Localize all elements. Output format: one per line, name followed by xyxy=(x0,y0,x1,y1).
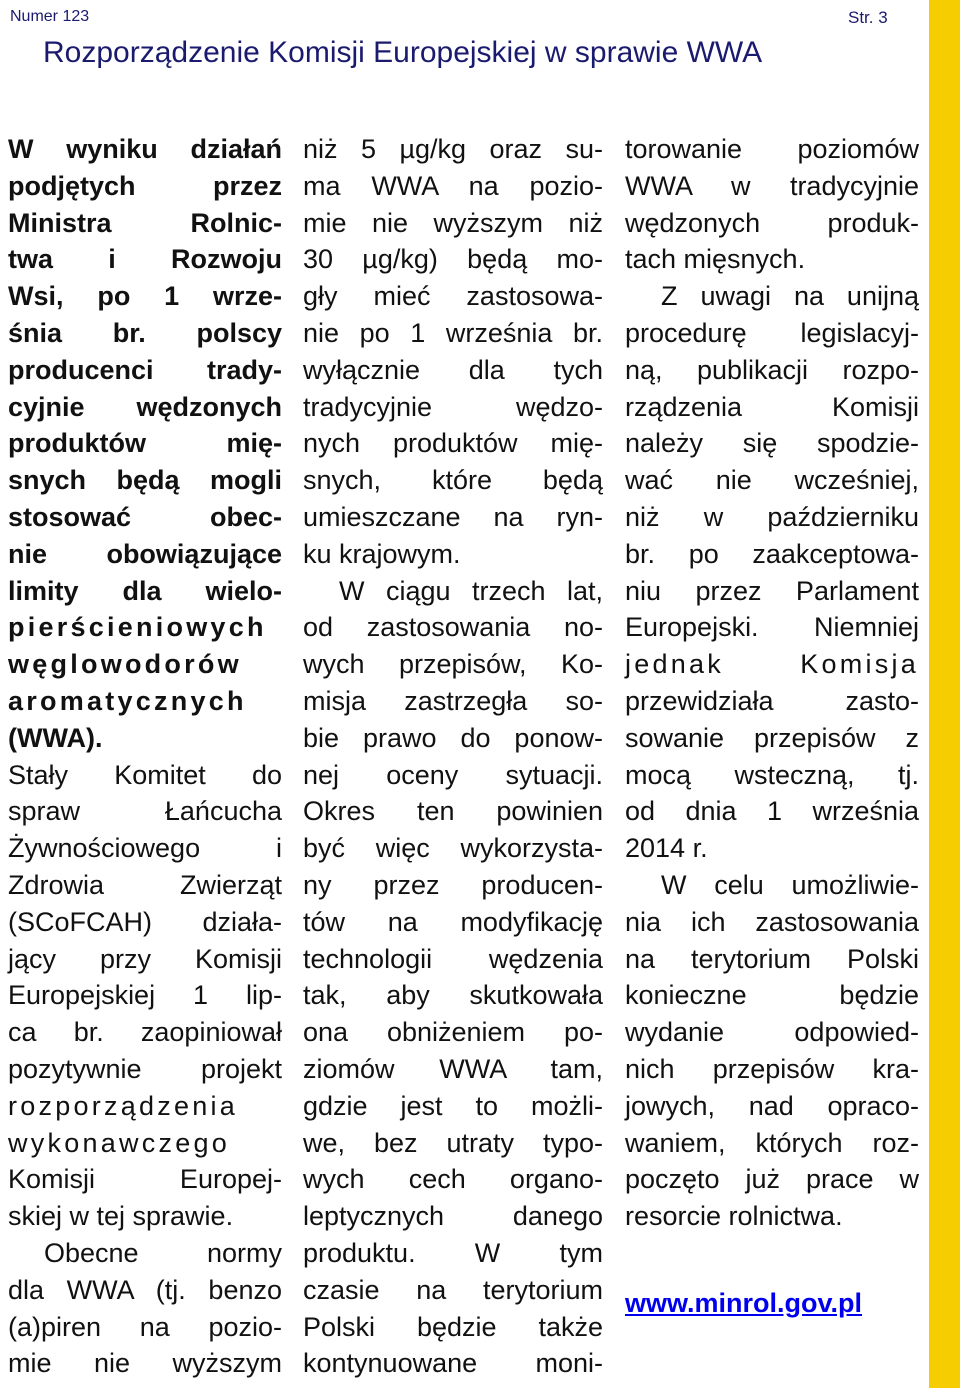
text-line: br. po zaakceptowa- xyxy=(625,538,919,569)
text-line: wać nie wcześniej, xyxy=(625,465,919,496)
text-line: konieczne będzie xyxy=(625,980,919,1011)
text-line: Wsi, po 1 wrze- xyxy=(8,281,282,312)
text-line: ca br. zaopiniował xyxy=(8,1017,282,1048)
text-line: przewidziała zasto- xyxy=(625,685,919,716)
text-column-2 xyxy=(303,131,603,1382)
text-line: niu przez Parlament xyxy=(625,575,919,606)
text-line: tach mięsnych. xyxy=(625,244,806,275)
text-line: ku krajowym. xyxy=(303,538,461,569)
text-line: W celu umożliwie- xyxy=(661,869,919,900)
text-line: czasie na terytorium xyxy=(303,1274,603,1305)
text-line: (a)piren na pozio- xyxy=(8,1311,282,1342)
text-line: mie nie wyższym xyxy=(8,1348,282,1379)
website-link[interactable]: www.minrol.gov.pl xyxy=(625,1287,863,1318)
text-line: leptycznych danego xyxy=(303,1201,603,1232)
text-line: gły mieć zastosowa- xyxy=(303,281,603,312)
text-line: Zdrowia Zwierząt xyxy=(8,869,282,900)
text-line: rządzenia Komisji xyxy=(625,391,919,422)
text-line: wyłącznie dla tych xyxy=(303,354,603,385)
text-line: jący przy Komisji xyxy=(8,943,282,974)
text-line: niż w październiku xyxy=(625,501,919,532)
text-line: snych będą mogli xyxy=(8,465,282,496)
text-line: we, bez utraty typo- xyxy=(303,1127,603,1158)
text-line: mie nie wyższym niż xyxy=(303,207,603,238)
text-line: nia ich zastosowania xyxy=(625,906,919,937)
text-line: aromatycznych xyxy=(8,685,247,716)
text-line: Europejski. Niemniej xyxy=(625,612,919,643)
text-line: stosować obec- xyxy=(8,501,282,532)
text-line: Ministra Rolnic- xyxy=(8,207,282,238)
text-line: produktu. W tym xyxy=(303,1237,603,1268)
text-line: wydanie odpowied- xyxy=(625,1017,919,1048)
text-line: niż 5 µg/kg oraz su- xyxy=(303,134,603,164)
text-line: jednak Komisja xyxy=(625,649,919,680)
text-line: ziomów WWA tam, xyxy=(303,1053,603,1084)
text-line: Europejskiej 1 lip- xyxy=(8,980,282,1011)
text-line: Stały Komitet do xyxy=(8,759,282,790)
issue-number: Numer 123 xyxy=(10,8,90,25)
text-line: bie prawo do ponow- xyxy=(303,722,603,753)
text-line: ona obniżeniem po- xyxy=(303,1017,603,1048)
text-column-1 xyxy=(8,131,282,1382)
text-line: misja zastrzegła so- xyxy=(303,685,603,716)
text-line: dla WWA (tj. benzo xyxy=(8,1274,282,1305)
text-line: 30 µg/kg) będą mo- xyxy=(303,244,603,275)
text-line: od dnia 1 września xyxy=(625,796,919,827)
text-line: gdzie jest to możli- xyxy=(303,1090,603,1121)
text-line: należy się spodzie- xyxy=(625,428,919,459)
text-line: wędzonych produk- xyxy=(625,207,919,238)
text-line: być więc wykorzysta- xyxy=(303,833,603,864)
text-line: Komisji Europej- xyxy=(8,1164,282,1195)
text-line: tów na modyfikację xyxy=(303,906,603,937)
text-line: od zastosowania no- xyxy=(303,612,603,643)
text-line: waniem, których roz- xyxy=(625,1127,919,1158)
yellow-side-bar xyxy=(929,0,960,1388)
text-line: pierścieniowych xyxy=(8,612,267,643)
text-line: cyjnie wędzonych xyxy=(8,391,282,422)
text-line: poczęto już prace w xyxy=(625,1164,919,1195)
text-line: rozporządzenia xyxy=(8,1090,238,1121)
text-line: nej oceny sytuacji. xyxy=(303,759,603,790)
text-line: Obecne normy xyxy=(44,1237,282,1268)
text-line: produktów mię- xyxy=(8,428,282,459)
text-line: WWA w tradycyjnie xyxy=(625,170,919,201)
text-line: wykonawczego xyxy=(8,1127,230,1158)
text-line: Z uwagi na unijną xyxy=(661,281,919,312)
text-line: nie po 1 września br. xyxy=(303,317,603,348)
text-line: W ciągu trzech lat, xyxy=(339,575,603,606)
text-line: kontynuowane moni- xyxy=(303,1348,603,1379)
text-line: Okres ten powinien xyxy=(303,796,603,827)
text-line: ną, publikacji rozpo- xyxy=(625,354,919,385)
text-line: podjętych przez xyxy=(8,170,282,201)
text-line: technologii wędzenia xyxy=(303,943,603,974)
text-column-3 xyxy=(625,131,919,1322)
page-title: Rozporządzenie Komisji Europejskiej w sprawie WWA xyxy=(43,36,763,69)
text-line: 2014 r. xyxy=(625,833,708,864)
text-line: W wyniku działań xyxy=(8,134,282,164)
text-line: na terytorium Polski xyxy=(625,943,919,974)
page-number: Str. 3 xyxy=(848,8,888,27)
text-line: (SCoFCAH) działa- xyxy=(8,906,282,937)
text-line: (WWA). xyxy=(8,722,103,753)
text-line: węglowodorów xyxy=(8,649,242,680)
text-line: tradycyjnie wędzo- xyxy=(303,391,603,422)
text-line: ny przez producen- xyxy=(303,869,603,900)
text-line: Żywnościowego i xyxy=(8,833,282,864)
text-line: resorcie rolnictwa. xyxy=(625,1201,843,1232)
text-line: mocą wsteczną, tj. xyxy=(625,759,919,790)
text-line: pozytywnie projekt xyxy=(8,1053,282,1084)
text-line: jowych, nad opraco- xyxy=(625,1090,919,1121)
text-line: producenci trady- xyxy=(8,354,282,385)
text-line: spraw Łańcucha xyxy=(8,796,282,827)
text-line: wych przepisów, Ko- xyxy=(303,649,603,680)
text-line: ma WWA na pozio- xyxy=(303,170,603,201)
text-line: nie obowiązujące xyxy=(8,538,282,569)
text-line: torowanie poziomów xyxy=(625,134,919,164)
text-line: umieszczane na ryn- xyxy=(303,501,603,532)
text-line: nych produktów mię- xyxy=(303,428,603,459)
text-line: snych, które będą xyxy=(303,465,603,496)
text-line: limity dla wielo- xyxy=(8,575,282,606)
text-line: procedurę legislacyj- xyxy=(625,317,919,348)
text-line: sowanie przepisów z xyxy=(625,722,919,753)
text-line: Polski będzie także xyxy=(303,1311,603,1342)
text-line: tak, aby skutkowała xyxy=(303,980,603,1011)
text-line: nich przepisów kra- xyxy=(625,1053,919,1084)
text-line: twa i Rozwoju xyxy=(8,244,282,275)
text-line: śnia br. polscy xyxy=(8,317,282,348)
text-line: skiej w tej sprawie. xyxy=(8,1201,234,1232)
text-line: wych cech organo- xyxy=(303,1164,603,1195)
